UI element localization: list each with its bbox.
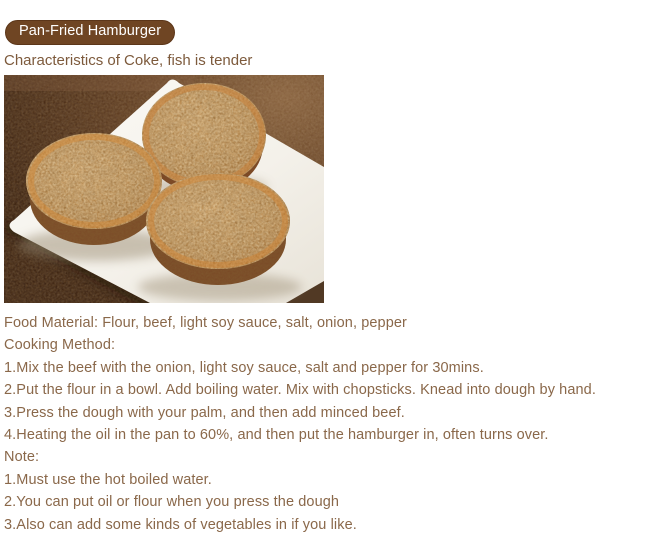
note-heading: Note:: [4, 449, 40, 466]
recipe-subtitle: Characteristics of Coke, fish is tender: [4, 52, 253, 69]
note-2: 2.You can put oil or flour when you press the dough: [4, 494, 340, 511]
food-photo-graphic: [4, 75, 324, 303]
food-material-line: Food Material: Flour, beef, light soy sauce, salt, onion, pepper: [4, 315, 407, 331]
recipe-title-badge: [5, 20, 175, 45]
patty-left: [26, 133, 162, 245]
cooking-step-3: 3.Press the dough with your palm, and then add minced beef.: [4, 404, 405, 421]
food-photo: [4, 75, 324, 303]
note-3: 3.Also can add some kinds of vegetables in if you like.: [4, 516, 357, 533]
cooking-step-4: 4.Heating the oil in the pan to 60%, and then put the hamburger in, often turns over.: [4, 427, 549, 444]
recipe-body: [4, 312, 671, 536]
patty-bottom: [146, 173, 290, 285]
cooking-step-1: 1.Mix the beef with the onion, light soy sauce, salt and pepper for 30mins.: [4, 359, 484, 376]
note-1: 1.Must use the hot boiled water.: [4, 471, 212, 488]
cooking-step-2: 2.Put the flour in a bowl. Add boiling water. Mix with chopsticks. Knead into dough by hand.: [4, 382, 596, 399]
recipe-title: Pan-Fried Hamburger: [19, 23, 162, 39]
cooking-method-heading: Cooking Method:: [4, 337, 116, 354]
